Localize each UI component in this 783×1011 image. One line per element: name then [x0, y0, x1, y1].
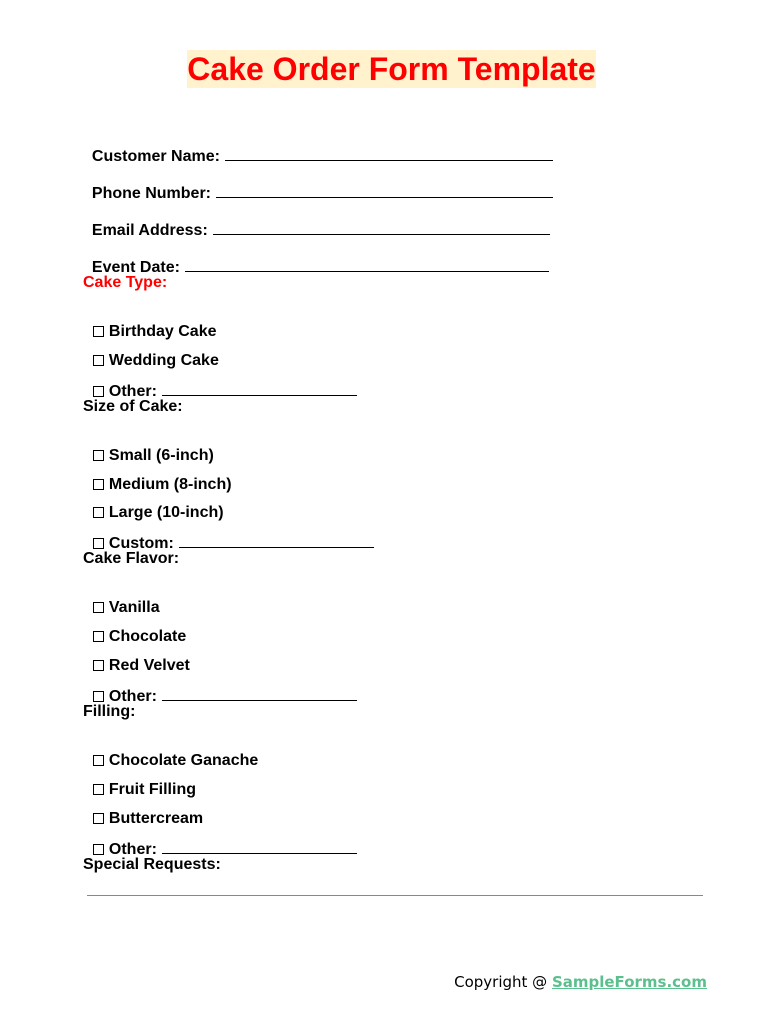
option-label: Chocolate Ganache — [108, 752, 259, 769]
page-title: Cake Order Form Template — [187, 51, 596, 87]
option-label: Large (10-inch) — [108, 504, 224, 521]
field-label: Customer Name: — [91, 148, 220, 165]
option-label: Red Velvet — [108, 657, 190, 674]
cake-type-other-input[interactable] — [162, 380, 357, 396]
sampleforms-link[interactable]: SampleForms.com — [551, 973, 707, 991]
option-label: Birthday Cake — [108, 323, 217, 340]
flavor-other-input[interactable] — [162, 685, 357, 701]
copyright-footer — [454, 973, 707, 991]
option-custom[interactable] — [83, 512, 374, 554]
filling-other-input[interactable] — [162, 838, 357, 854]
email-address-input[interactable] — [213, 219, 550, 235]
option-label: Wedding Cake — [108, 352, 219, 369]
option-label: Vanilla — [108, 599, 160, 616]
option-label: Other: — [108, 688, 157, 705]
phone-number-field — [83, 162, 553, 204]
option-label: Other: — [108, 841, 157, 858]
event-date-field — [83, 236, 549, 278]
special-requests-heading: Special Requests: — [83, 856, 221, 873]
custom-size-input[interactable] — [179, 532, 374, 548]
customer-name-input[interactable] — [225, 145, 553, 161]
cake-type-heading: Cake Type: — [83, 274, 168, 291]
event-date-input[interactable] — [185, 256, 549, 272]
option-flavor-other[interactable] — [83, 665, 357, 707]
option-label: Chocolate — [108, 628, 187, 645]
option-label: Other: — [108, 383, 157, 400]
checkbox-icon[interactable] — [93, 386, 104, 397]
filling-heading: Filling: — [83, 703, 136, 720]
checkbox-icon[interactable] — [93, 691, 104, 702]
title-wrap — [0, 50, 783, 88]
field-label: Phone Number: — [91, 185, 212, 202]
email-address-field — [83, 199, 550, 241]
special-requests-input[interactable] — [87, 895, 703, 896]
copyright-text: Copyright @ — [454, 973, 552, 991]
checkbox-icon[interactable] — [93, 844, 104, 855]
option-filling-other[interactable] — [83, 818, 357, 860]
flavor-heading: Cake Flavor: — [83, 550, 180, 567]
field-label: Email Address: — [91, 222, 208, 239]
option-label: Small (6-inch) — [108, 447, 214, 464]
option-label: Custom: — [108, 535, 174, 552]
field-label: Event Date: — [91, 259, 180, 276]
option-cake-type-other[interactable] — [83, 360, 357, 402]
option-label: Fruit Filling — [108, 781, 196, 798]
checkbox-icon[interactable] — [93, 538, 104, 549]
customer-name-field — [83, 125, 553, 167]
size-heading: Size of Cake: — [83, 398, 183, 415]
option-label: Medium (8-inch) — [108, 476, 232, 493]
option-label: Buttercream — [108, 810, 204, 827]
phone-number-input[interactable] — [216, 182, 553, 198]
